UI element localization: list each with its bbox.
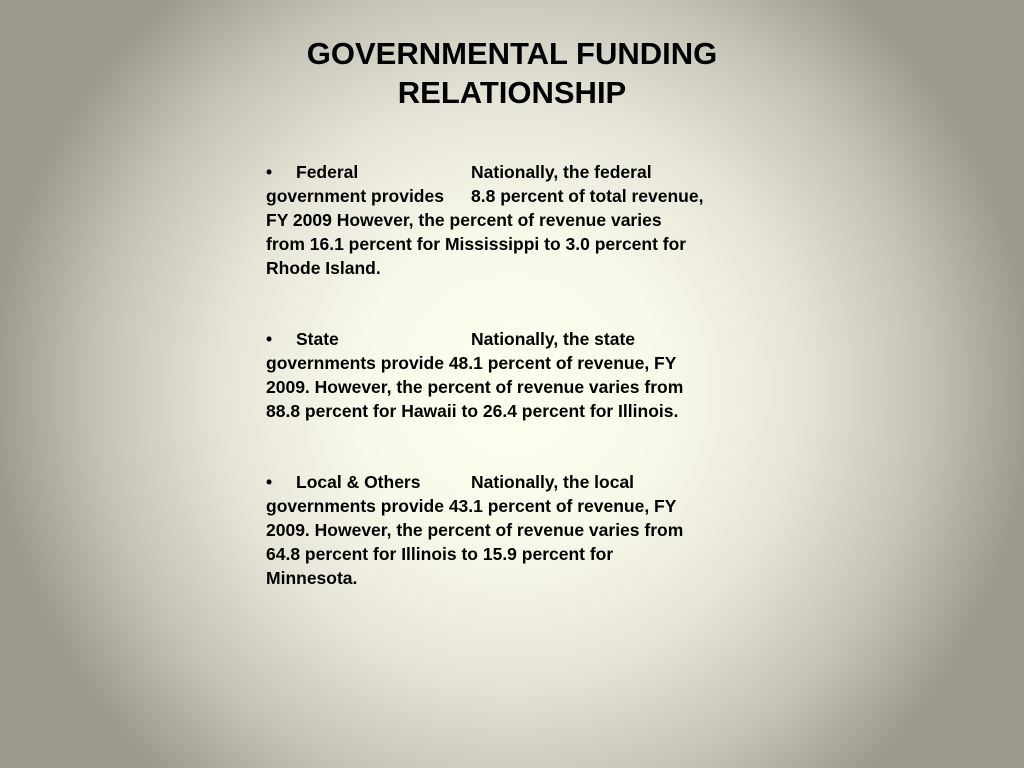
bullet-state xyxy=(266,327,756,423)
bullet-text-line: Nationally, the local xyxy=(471,472,635,492)
bullet-list xyxy=(266,160,756,637)
bullet-text-line: Rhode Island. xyxy=(266,258,381,278)
bullet-text-line: FY 2009 However, the percent of revenue varies xyxy=(266,210,662,230)
bullet-marker: • xyxy=(266,472,273,492)
bullet-text-line: 88.8 percent for Hawaii to 26.4 percent for Illinois. xyxy=(266,401,679,421)
bullet-text-line: governments provide 48.1 percent of revenue, FY xyxy=(266,353,677,373)
bullet-marker: • xyxy=(266,162,273,182)
slide-title-line-2: RELATIONSHIP xyxy=(397,75,627,110)
bullet-federal xyxy=(266,160,756,280)
bullet-text-line: 64.8 percent for Illinois to 15.9 percent for xyxy=(266,544,614,564)
bullet-label-local-others: Local & Others xyxy=(296,472,421,492)
bullet-local-others xyxy=(266,470,756,590)
bullet-label-state: State xyxy=(296,329,339,349)
bullet-text-line: Nationally, the state xyxy=(471,329,636,349)
bullet-text-line: government provides xyxy=(266,186,444,206)
bullet-text-line: 2009. However, the percent of revenue varies from xyxy=(266,520,684,540)
bullet-text-line: Minnesota. xyxy=(266,568,358,588)
bullet-text-line: Nationally, the federal xyxy=(471,162,652,182)
slide-title xyxy=(0,34,1024,112)
slide-title-line-1: GOVERNMENTAL FUNDING xyxy=(306,36,718,71)
bullet-text-line: 2009. However, the percent of revenue varies from xyxy=(266,377,684,397)
bullet-marker: • xyxy=(266,329,273,349)
bullet-text-line: governments provide 43.1 percent of revenue, FY xyxy=(266,496,677,516)
bullet-text-line: from 16.1 percent for Mississippi to 3.0 percent for xyxy=(266,234,687,254)
bullet-label-federal: Federal xyxy=(296,162,359,182)
bullet-text-line: 8.8 percent of total revenue, xyxy=(471,186,704,206)
